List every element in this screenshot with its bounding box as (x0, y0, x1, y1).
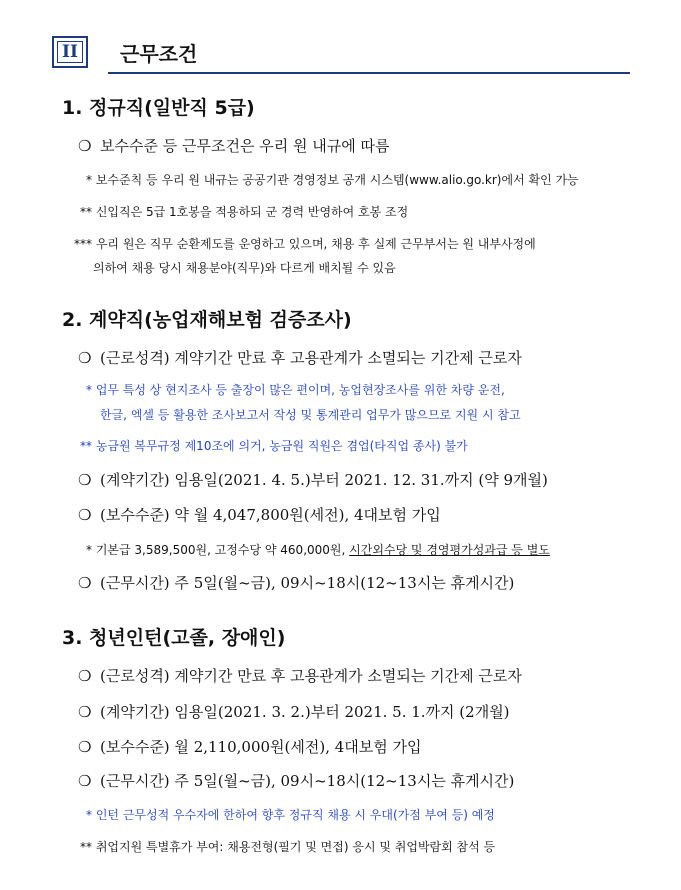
circle-bullet-icon: ❍ (78, 471, 92, 489)
condition-item: ❍ (계약기간) 임용일(2021. 3. 2.)부터 2021. 5. 1.까지 (2개월) (78, 703, 510, 721)
footnote: ** 신입직은 5급 1호봉을 적용하되 군 경력 반영하여 호봉 조정 (80, 205, 409, 219)
circle-bullet-icon: ❍ (78, 349, 92, 367)
condition-item: ❍ (근로성격) 계약기간 만료 후 고용관계가 소멸되는 기간제 근로자 (78, 349, 522, 367)
roman-numeral-box: II (52, 36, 88, 68)
circle-bullet-icon: ❍ (78, 667, 92, 685)
circle-bullet-icon: ❍ (78, 137, 92, 155)
footnote-continued: 한글, 엑셀 등 활용한 조사보고서 작성 및 통계관리 업무가 많으므로 지원 시 참고 (100, 408, 521, 422)
footnote-continued: 의하여 채용 당시 채용분야(직무)와 다르게 배치될 수 있음 (93, 261, 396, 275)
condition-item: ❍ (근로성격) 계약기간 만료 후 고용관계가 소멸되는 기간제 근로자 (78, 667, 522, 685)
footnote: ** 농금원 복무규정 제10조에 의거, 농금원 직원은 겸업(타직업 종사) 불가 (80, 439, 468, 453)
condition-item: ❍ 보수수준 등 근무조건은 우리 원 내규에 따름 (78, 137, 390, 155)
condition-item: ❍ (보수수준) 약 월 4,047,800원(세전), 4대보험 가입 (78, 506, 441, 524)
circle-bullet-icon: ❍ (78, 738, 92, 756)
footnote: * 기본급 3,589,500원, 고정수당 약 460,000원, 시간외수당 및 경영평가성과급 등 별도 (86, 543, 550, 557)
header-underline (108, 72, 630, 74)
condition-item: ❍ (계약기간) 임용일(2021. 4. 5.)부터 2021. 12. 31.까지 (약 9개월) (78, 471, 548, 489)
circle-bullet-icon: ❍ (78, 574, 92, 592)
section-title-intern: 3. 청년인턴(고졸, 장애인) (62, 627, 286, 649)
condition-item: ❍ (근무시간) 주 5일(월~금), 09시~18시(12~13시는 휴게시간) (78, 574, 515, 592)
footnote: * 보수준칙 등 우리 원 내규는 공공기관 경영정보 공개 시스템(www.alio.go.kr)에서 확인 가능 (86, 173, 579, 187)
circle-bullet-icon: ❍ (78, 703, 92, 721)
footnote: * 인턴 근무성적 우수자에 한하여 향후 정규직 채용 시 우대(가점 부여 등) 예정 (86, 808, 495, 822)
section-title-contract: 2. 계약직(농업재해보험 검증조사) (62, 309, 352, 331)
footnote: *** 우리 원은 직무 순환제도를 운영하고 있으며, 채용 후 실제 근무부서는 원 내부사정에 (74, 237, 536, 251)
condition-item: ❍ (근무시간) 주 5일(월~금), 09시~18시(12~13시는 휴게시간) (78, 772, 515, 790)
footnote: ** 취업지원 특별휴가 부여: 채용전형(필기 및 면접) 응시 및 취업박람회 참석 등 (80, 840, 496, 854)
condition-item: ❍ (보수수준) 월 2,110,000원(세전), 4대보험 가입 (78, 738, 422, 756)
circle-bullet-icon: ❍ (78, 506, 92, 524)
footnote: * 업무 특성 상 현지조사 등 출장이 많은 편이며, 농업현장조사를 위한 차량 운전, (86, 383, 505, 397)
header-title: 근무조건 (120, 42, 198, 66)
section-title-regular: 1. 정규직(일반직 5급) (62, 97, 255, 119)
section-header (52, 36, 630, 76)
circle-bullet-icon: ❍ (78, 772, 92, 790)
underlined-note: 시간외수당 및 경영평가성과급 등 별도 (349, 543, 550, 557)
